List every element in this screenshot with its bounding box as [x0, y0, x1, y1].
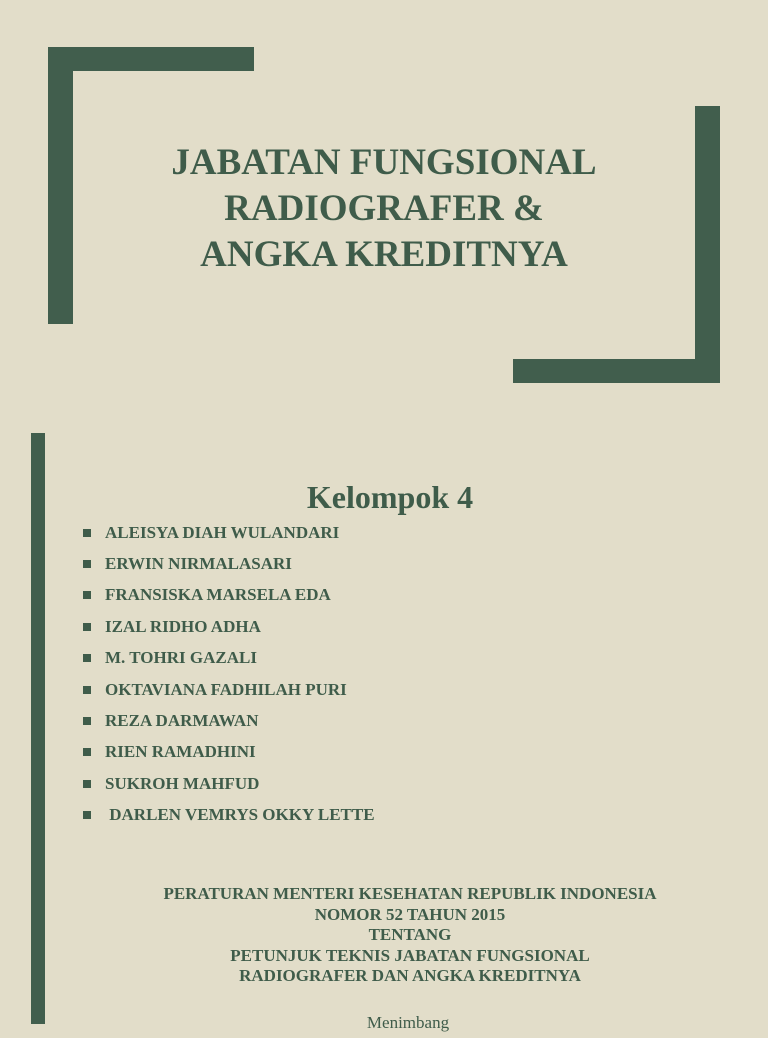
member-name: REZA DARMAWAN — [105, 711, 259, 731]
member-name: RIEN RAMADHINI — [105, 742, 256, 762]
square-bullet-icon — [83, 591, 91, 599]
square-bullet-icon — [83, 748, 91, 756]
square-bullet-icon — [83, 717, 91, 725]
list-item — [80, 705, 375, 736]
regulation-line-2: NOMOR 52 TAHUN 2015 — [314, 904, 506, 924]
regulation-line-1: PERATURAN MENTERI KESEHATAN REPUBLIK INDONESIA — [163, 884, 657, 903]
list-item — [80, 768, 375, 799]
list-item — [80, 517, 375, 548]
square-bullet-icon — [83, 654, 91, 662]
list-item — [80, 643, 375, 674]
page-title — [80, 140, 688, 278]
list-item — [80, 580, 375, 611]
list-item — [80, 548, 375, 579]
square-bullet-icon — [83, 529, 91, 537]
member-name: FRANSISKA MARSELA EDA — [105, 585, 331, 605]
frame-top-left-horizontal — [48, 47, 254, 71]
list-item — [80, 674, 375, 705]
member-name: M. TOHRI GAZALI — [105, 648, 257, 668]
title-line-2: RADIOGRAFER & — [224, 188, 544, 229]
regulation-line-5: RADIOGRAFER DAN ANGKA KREDITNYA — [239, 966, 581, 986]
member-name: DARLEN VEMRYS OKKY LETTE — [105, 805, 375, 825]
square-bullet-icon — [83, 780, 91, 788]
title-line-1: JABATAN FUNGSIONAL — [171, 142, 597, 183]
member-name: ALEISYA DIAH WULANDARI — [105, 522, 340, 542]
square-bullet-icon — [83, 623, 91, 631]
member-name: SUKROH MAHFUD — [105, 773, 260, 793]
square-bullet-icon — [83, 811, 91, 819]
regulation-line-4: PETUNJUK TEKNIS JABATAN FUNGSIONAL — [230, 945, 590, 965]
square-bullet-icon — [83, 686, 91, 694]
member-list — [80, 517, 375, 831]
regulation-line-3: TENTANG — [368, 925, 452, 945]
frame-bottom-right-horizontal — [513, 359, 720, 383]
cutoff-heading: Menimbang — [366, 1013, 450, 1032]
group-heading: Kelompok 4 — [306, 479, 474, 515]
list-item — [80, 611, 375, 642]
member-name: IZAL RIDHO ADHA — [105, 616, 261, 636]
list-item — [80, 737, 375, 768]
frame-top-left-vertical — [48, 47, 73, 324]
frame-bottom-right-vertical — [695, 106, 720, 383]
list-item — [80, 800, 375, 831]
member-name: ERWIN NIRMALASARI — [105, 554, 292, 574]
square-bullet-icon — [83, 560, 91, 568]
regulation-block — [0, 884, 768, 987]
title-line-3: ANGKA KREDITNYA — [200, 234, 568, 275]
member-name: OKTAVIANA FADHILAH PURI — [105, 679, 347, 699]
